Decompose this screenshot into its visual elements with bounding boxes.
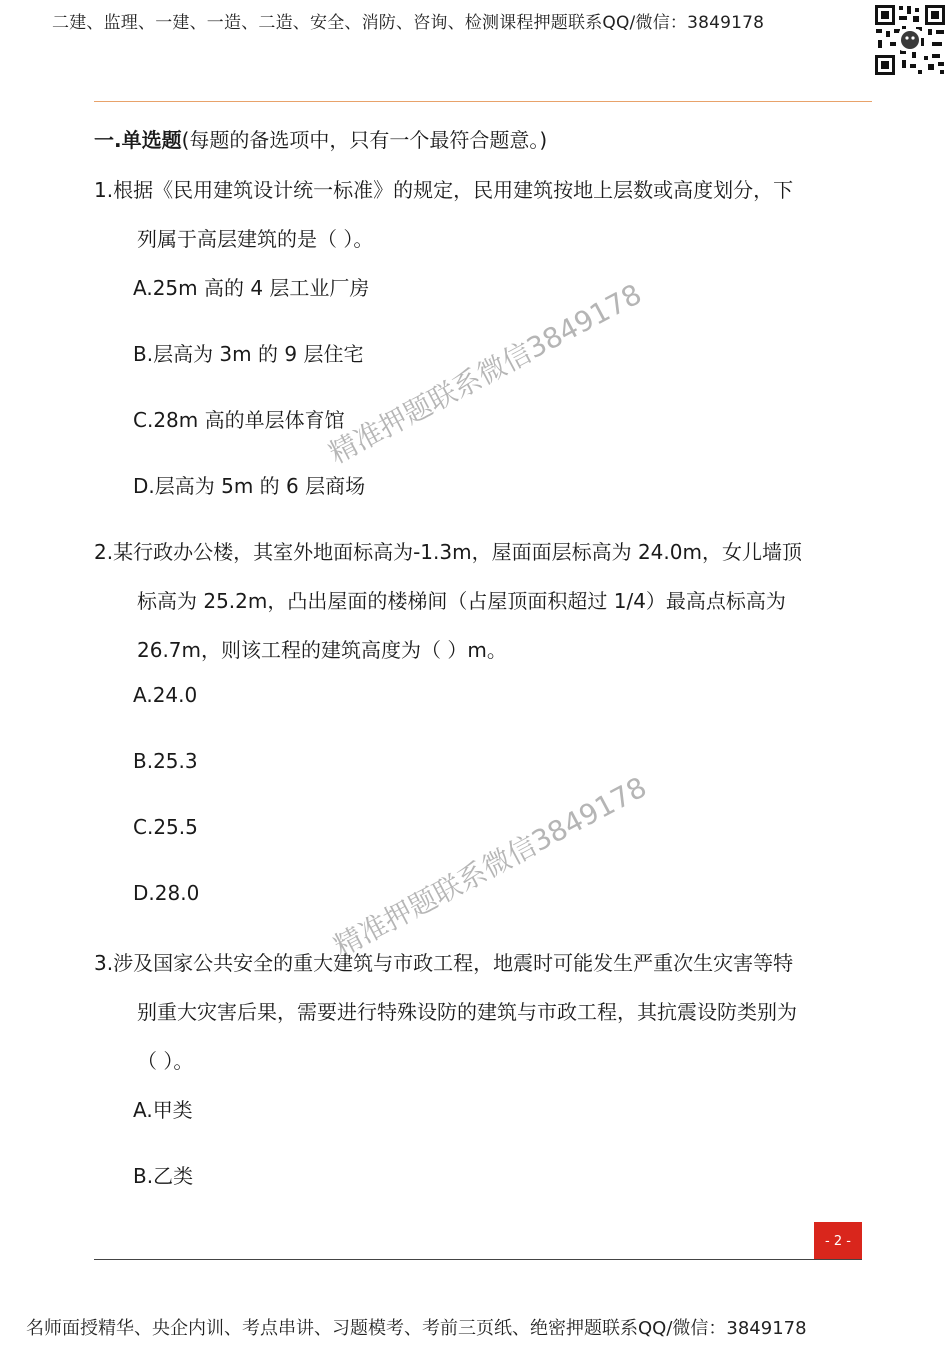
question-2-option-c: C.25.5 bbox=[133, 815, 198, 839]
question-1-option-c: C.28m 高的单层体育馆 bbox=[133, 408, 345, 432]
question-2-option-b: B.25.3 bbox=[133, 749, 198, 773]
question-3-stem-line-1: 3.涉及国家公共安全的重大建筑与市政工程，地震时可能发生严重次生灾害等特 bbox=[94, 951, 794, 975]
question-1-option-b: B.层高为 3m 的 9 层住宅 bbox=[133, 342, 364, 366]
header-text: 二建、监理、一建、一造、二造、安全、消防、咨询、检测课程押题联系QQ/微信：3849178 bbox=[52, 13, 765, 33]
section-title-note: (每题的备选项中，只有一个最符合题意。) bbox=[181, 128, 548, 152]
question-3-stem-line-2: 别重大灾害后果，需要进行特殊设防的建筑与市政工程，其抗震设防类别为 bbox=[137, 1000, 797, 1024]
page-number-badge: - 2 - bbox=[814, 1222, 862, 1260]
section-title bbox=[94, 124, 547, 153]
question-1-stem-line-2: 列属于高层建筑的是（ ）。 bbox=[137, 227, 374, 251]
question-3-stem-line-3: （ ）。 bbox=[137, 1049, 194, 1073]
question-2-stem-line-2: 标高为 25.2m，凸出屋面的楼梯间（占屋顶面积超过 1/4）最高点标高为 bbox=[137, 589, 786, 613]
footer-text: 名师面授精华、央企内训、考点串讲、习题模考、考前三页纸、绝密押题联系QQ/微信：3849178 bbox=[26, 1318, 807, 1339]
question-1-option-a: A.25m 高的 4 层工业厂房 bbox=[133, 276, 370, 300]
question-3-option-b: B.乙类 bbox=[133, 1164, 194, 1188]
question-1-option-d: D.层高为 5m 的 6 层商场 bbox=[133, 474, 366, 498]
watermark-text: 精准押题联系微信3849178 bbox=[328, 770, 652, 964]
question-3-option-a: A.甲类 bbox=[133, 1098, 193, 1122]
section-title-bold: 一.单选题 bbox=[94, 128, 182, 152]
question-2-option-d: D.28.0 bbox=[133, 881, 200, 905]
footer-divider bbox=[94, 1259, 862, 1260]
question-1-stem-line-1: 1.根据《民用建筑设计统一标准》的规定，民用建筑按地上层数或高度划分，下 bbox=[94, 178, 794, 202]
question-2-stem-line-3: 26.7m，则该工程的建筑高度为（ ）m。 bbox=[137, 638, 507, 662]
question-2-stem-line-1: 2.某行政办公楼，其室外地面标高为-1.3m，屋面面层标高为 24.0m，女儿墙顶 bbox=[94, 540, 802, 564]
question-2-option-a: A.24.0 bbox=[133, 683, 198, 707]
watermark-text: 精准押题联系微信3849178 bbox=[323, 277, 647, 471]
